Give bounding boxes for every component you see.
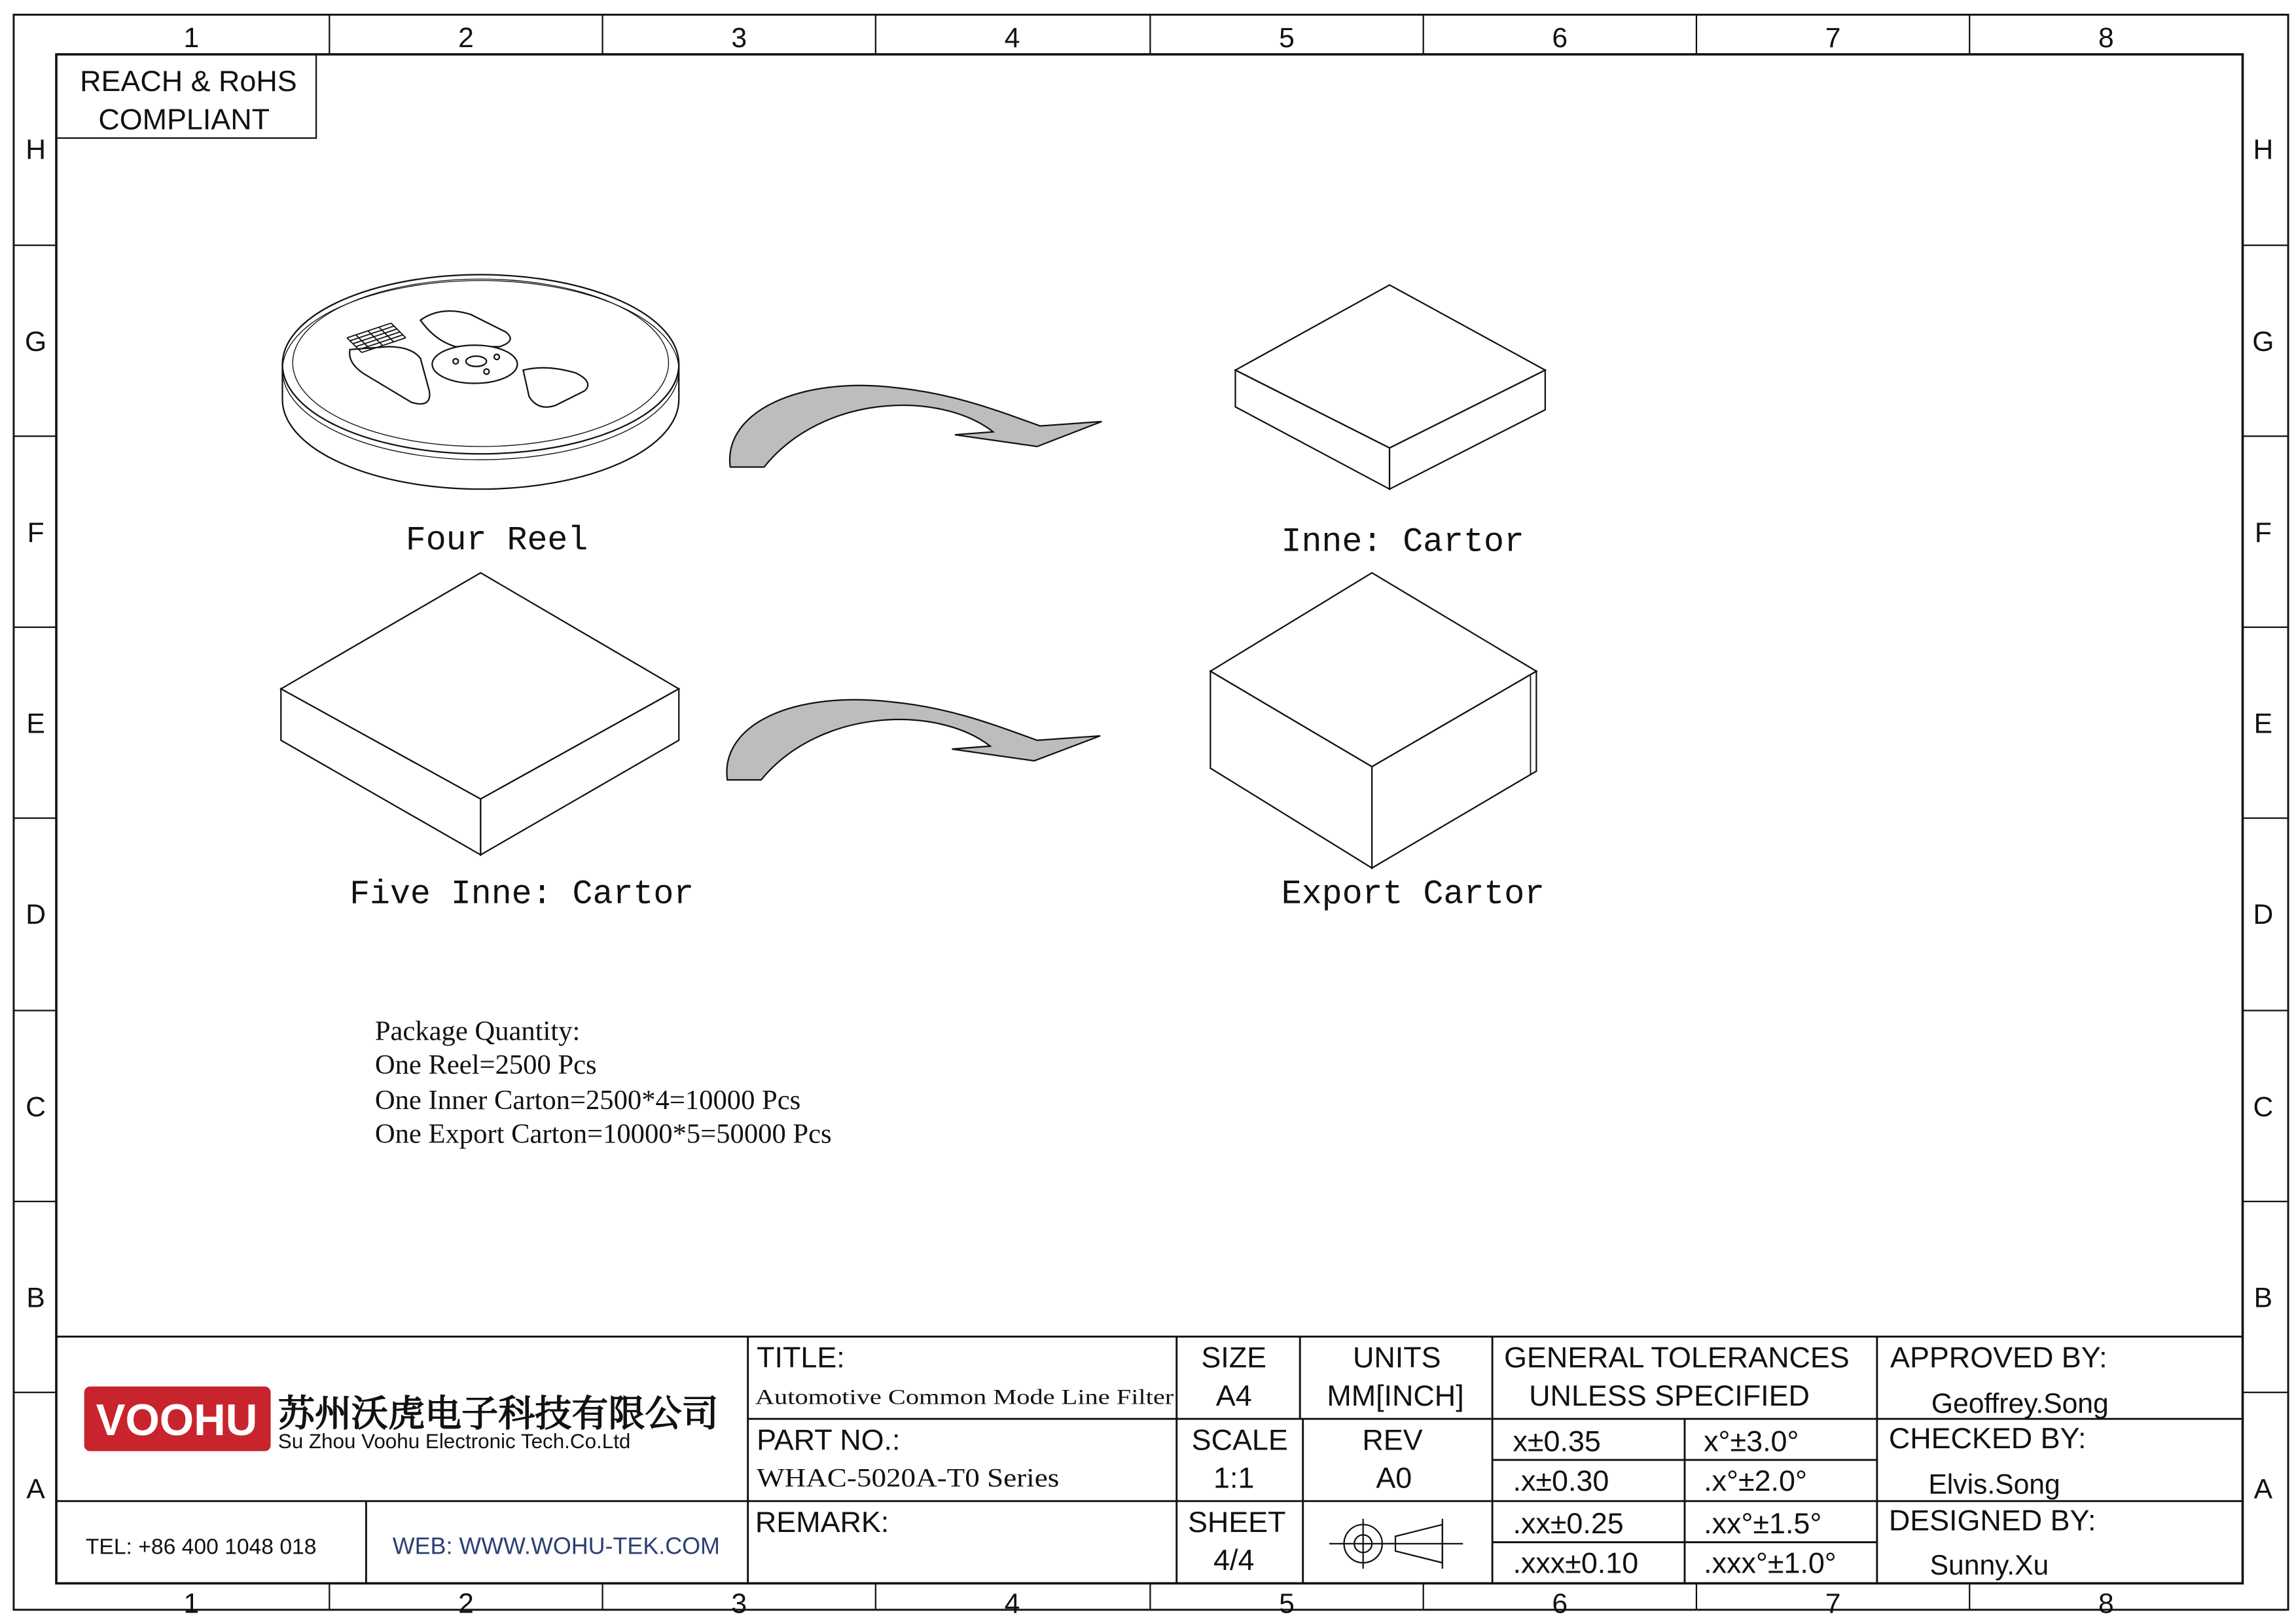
linear-tolerance: x±0.35 <box>1513 1424 1601 1458</box>
row-label-left: E <box>26 708 45 740</box>
compliance-line-1: REACH & RoHS <box>80 64 297 98</box>
size-value: A4 <box>1215 1378 1252 1412</box>
row-label-right: B <box>2253 1282 2273 1314</box>
export-carton-illustration <box>1210 573 1536 868</box>
flow-arrow-1 <box>730 386 1102 467</box>
designed-by-label: DESIGNED BY: <box>1888 1503 2096 1537</box>
col-label-top: 4 <box>1004 22 1020 54</box>
row-label-left: F <box>27 517 45 549</box>
tolerance-heading-1: GENERAL TOLERANCES <box>1504 1340 1850 1374</box>
row-label-right: A <box>2253 1473 2273 1505</box>
projection-symbol-icon <box>1329 1519 1463 1569</box>
inner-carton-illustration <box>1235 285 1545 489</box>
col-label-top: 6 <box>1552 22 1568 54</box>
col-label-bottom: 2 <box>458 1588 474 1620</box>
approved-by-value: Geoffrey.Song <box>1931 1388 2109 1420</box>
title-label: TITLE: <box>757 1340 845 1374</box>
company-web: WEB: WWW.WOHU-TEK.COM <box>392 1533 720 1559</box>
package-quantity-line: One Export Carton=10000*5=50000 Pcs <box>374 1118 832 1150</box>
company-name-cn: 苏州沃虎电子科技有限公司 <box>278 1393 719 1434</box>
flow-arrow-2 <box>726 700 1100 780</box>
checked-by-value: Elvis.Song <box>1928 1468 2060 1501</box>
col-label-bottom: 3 <box>731 1588 747 1620</box>
angular-tolerance: .xxx°±1.0° <box>1704 1546 1837 1580</box>
col-label-top: 2 <box>458 22 474 54</box>
designed-by-value: Sunny.Xu <box>1929 1549 2049 1581</box>
col-label-top: 1 <box>183 22 200 54</box>
row-label-left: A <box>26 1473 45 1505</box>
sheet-value: 4/4 <box>1213 1543 1255 1577</box>
row-label-right: C <box>2253 1091 2274 1123</box>
five-inner-carton-illustration <box>281 573 679 855</box>
angular-tolerance: .x°±2.0° <box>1704 1464 1807 1498</box>
scale-value: 1:1 <box>1213 1461 1255 1495</box>
col-label-bottom: 7 <box>1825 1588 1841 1620</box>
units-label: UNITS <box>1352 1340 1441 1374</box>
export-carton-label: Export Cartor <box>1281 875 1545 914</box>
inner-carton-label: Inne: Cartor <box>1281 523 1524 562</box>
col-label-bottom: 1 <box>183 1588 200 1620</box>
reel-illustration <box>282 275 679 490</box>
tolerance-heading-2: UNLESS SPECIFIED <box>1529 1378 1810 1412</box>
linear-tolerance: .xxx±0.10 <box>1513 1546 1639 1580</box>
angular-tolerance: x°±3.0° <box>1704 1424 1799 1458</box>
row-label-right: G <box>2252 326 2274 358</box>
company-logo: VOOHU <box>96 1395 258 1445</box>
col-label-bottom: 6 <box>1552 1588 1568 1620</box>
angular-tolerance: .xx°±1.5° <box>1704 1506 1822 1541</box>
five-inner-carton-label: Five Inne: Cartor <box>350 875 694 914</box>
col-label-top: 3 <box>731 22 747 54</box>
approved-by-label: APPROVED BY: <box>1890 1340 2108 1374</box>
row-label-right: F <box>2254 517 2272 549</box>
part-no-label: PART NO.: <box>757 1423 901 1457</box>
col-label-top: 5 <box>1279 22 1295 54</box>
part-no-value: WHAC-5020A-T0 Series <box>757 1463 1060 1493</box>
row-label-left: G <box>25 326 47 358</box>
package-quantity-line: One Reel=2500 Pcs <box>374 1049 597 1080</box>
scale-label: SCALE <box>1191 1423 1288 1457</box>
col-label-bottom: 8 <box>2098 1588 2114 1620</box>
row-label-left: C <box>26 1091 46 1123</box>
linear-tolerance: .xx±0.25 <box>1513 1506 1624 1541</box>
col-label-top: 8 <box>2098 22 2114 54</box>
row-label-right: H <box>2253 134 2274 166</box>
sheet-label: SHEET <box>1187 1504 1286 1539</box>
units-value: MM[INCH] <box>1327 1378 1464 1412</box>
linear-tolerance: .x±0.30 <box>1513 1464 1609 1498</box>
company-name-en: Su Zhou Voohu Electronic Tech.Co.Ltd <box>278 1430 631 1453</box>
checked-by-label: CHECKED BY: <box>1888 1421 2087 1455</box>
row-label-left: H <box>26 134 46 166</box>
company-tel: TEL: +86 400 1048 018 <box>85 1535 317 1559</box>
row-label-left: D <box>26 899 46 931</box>
package-quantity-line: One Inner Carton=2500*4=10000 Pcs <box>374 1084 801 1116</box>
title-value: Automotive Common Mode Line Filter <box>755 1385 1174 1410</box>
row-label-right: D <box>2253 899 2274 931</box>
size-label: SIZE <box>1201 1340 1267 1374</box>
row-label-left: B <box>26 1282 45 1314</box>
col-label-bottom: 4 <box>1004 1588 1020 1620</box>
rev-value: A0 <box>1376 1461 1412 1495</box>
reel-label: Four Reel <box>405 522 588 560</box>
compliance-line-2: COMPLIANT <box>98 102 270 136</box>
row-label-right: E <box>2253 708 2273 740</box>
rev-label: REV <box>1362 1423 1423 1457</box>
remark-label: REMARK: <box>755 1504 889 1539</box>
col-label-bottom: 5 <box>1279 1588 1295 1620</box>
package-quantity-heading: Package Quantity: <box>374 1015 581 1047</box>
col-label-top: 7 <box>1825 22 1841 54</box>
